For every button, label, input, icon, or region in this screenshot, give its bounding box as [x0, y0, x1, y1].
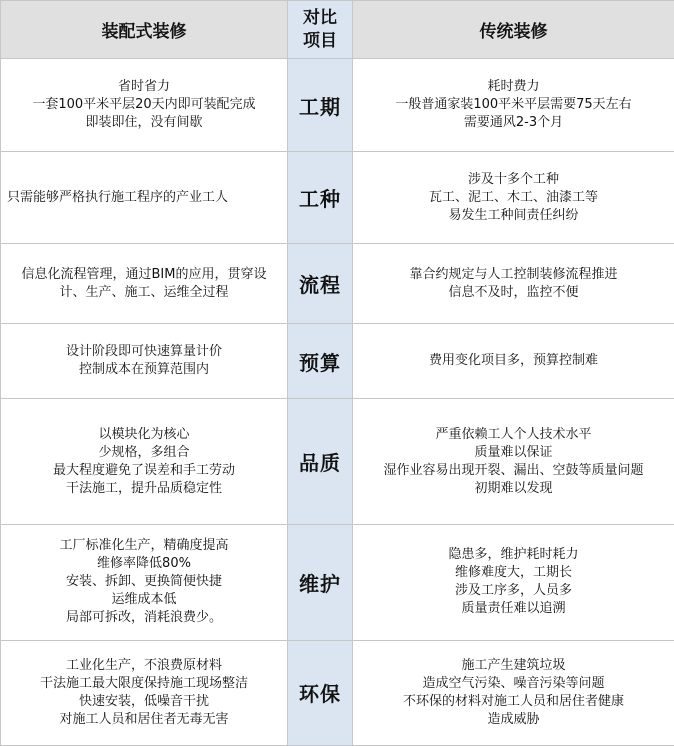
cell-line: 运维成本低 [111, 592, 177, 608]
cell-line: 涉及工序多，人员多 [454, 583, 572, 599]
cell-line: 少规格，多组合 [98, 444, 190, 460]
cell-line: 工厂标准化生产，精确度提高 [59, 538, 229, 554]
topic-cell: 预算 [288, 324, 353, 399]
cell-line: 干法施工，提升品质稳定性 [65, 480, 222, 496]
cell-line: 费用变化项目多，预算控制难 [428, 353, 598, 369]
table-row [1, 324, 674, 399]
right-cell [353, 324, 674, 399]
cell-line: 耗时费力 [487, 79, 540, 95]
cell-line: 即装即住，没有间歇 [85, 115, 203, 131]
cell-line: 安装、拆卸、更换简便快捷 [65, 574, 222, 590]
topic-cell: 工种 [288, 152, 353, 244]
cell-line: 信息不及时，监控不便 [448, 284, 579, 300]
header-middle [288, 1, 353, 59]
header-middle-line1: 对比 [303, 7, 337, 28]
right-cell [353, 640, 674, 745]
cell-line: 造成空气污染、噪音污染等问题 [422, 675, 605, 691]
cell-line: 一般普通家装100平米平层需要75天左右 [395, 97, 632, 113]
cell-line: 维修率降低80% [97, 556, 191, 572]
topic-cell: 维护 [288, 524, 353, 640]
left-cell [1, 59, 288, 152]
cell-line: 控制成本在预算范围内 [78, 362, 209, 378]
cell-line: 一套100平米平层20天内即可装配完成 [32, 97, 256, 113]
cell-line: 涉及十多个工种 [467, 171, 559, 187]
right-cell [353, 152, 674, 244]
cell-line: 只需能够严格执行施工程序的产业工人 [7, 189, 229, 205]
cell-line: 维修难度大，工期长 [454, 565, 572, 581]
cell-line: 施工产生建筑垃圾 [461, 657, 566, 673]
table-row [1, 399, 674, 524]
cell-line: 对施工人员和居住者无毒无害 [59, 711, 229, 727]
table-row [1, 524, 674, 640]
left-cell [1, 524, 288, 640]
cell-line: 计、生产、施工、运维全过程 [59, 284, 229, 300]
cell-line: 以模块化为核心 [98, 426, 190, 442]
cell-line: 质量责任难以追溯 [461, 601, 566, 617]
cell-line: 初期难以发现 [474, 480, 553, 496]
header-right: 传统装修 [353, 1, 674, 59]
cell-line: 信息化流程管理，通过BIM的应用，贯穿设 [21, 266, 267, 282]
right-cell [353, 399, 674, 524]
left-cell [1, 399, 288, 524]
cell-line: 瓦工、泥工、木工、油漆工等 [428, 189, 598, 205]
cell-line: 造成威胁 [487, 711, 540, 727]
cell-line: 省时省力 [117, 79, 170, 95]
cell-line: 不环保的材料对施工人员和居住者健康 [402, 693, 624, 709]
cell-line: 快速安装，低噪音干扰 [78, 693, 209, 709]
table-row [1, 59, 674, 152]
cell-line: 质量难以保证 [474, 444, 553, 460]
topic-cell: 工期 [288, 59, 353, 152]
table-row [1, 244, 674, 324]
cell-line: 干法施工最大限度保持施工现场整洁 [39, 675, 248, 691]
cell-line: 易发生工种间责任纠纷 [448, 207, 579, 223]
right-cell [353, 524, 674, 640]
right-cell [353, 244, 674, 324]
header-left: 装配式装修 [1, 1, 288, 59]
cell-line: 局部可拆改，消耗浪费少。 [65, 610, 222, 626]
cell-line: 靠合约规定与人工控制装修流程推进 [409, 266, 618, 282]
left-cell [1, 152, 288, 244]
topic-cell: 品质 [288, 399, 353, 524]
table-row [1, 640, 674, 745]
left-cell [1, 244, 288, 324]
left-cell [1, 324, 288, 399]
topic-cell: 环保 [288, 640, 353, 745]
topic-cell: 流程 [288, 244, 353, 324]
cell-line: 湿作业容易出现开裂、漏出、空鼓等质量问题 [383, 462, 644, 478]
cell-line: 需要通风2-3个月 [463, 115, 564, 131]
table-row [1, 152, 674, 244]
right-cell [353, 59, 674, 152]
header-middle-line2: 项目 [303, 30, 337, 51]
header-row [1, 1, 674, 59]
cell-line: 严重依赖工人个人技术水平 [435, 426, 592, 442]
left-cell [1, 640, 288, 745]
cell-line: 工业化生产，不浪费原材料 [65, 657, 222, 673]
cell-line: 最大程度避免了误差和手工劳动 [52, 462, 235, 478]
cell-line: 隐患多，维护耗时耗力 [448, 547, 579, 563]
cell-line: 设计阶段即可快速算量计价 [65, 344, 222, 360]
